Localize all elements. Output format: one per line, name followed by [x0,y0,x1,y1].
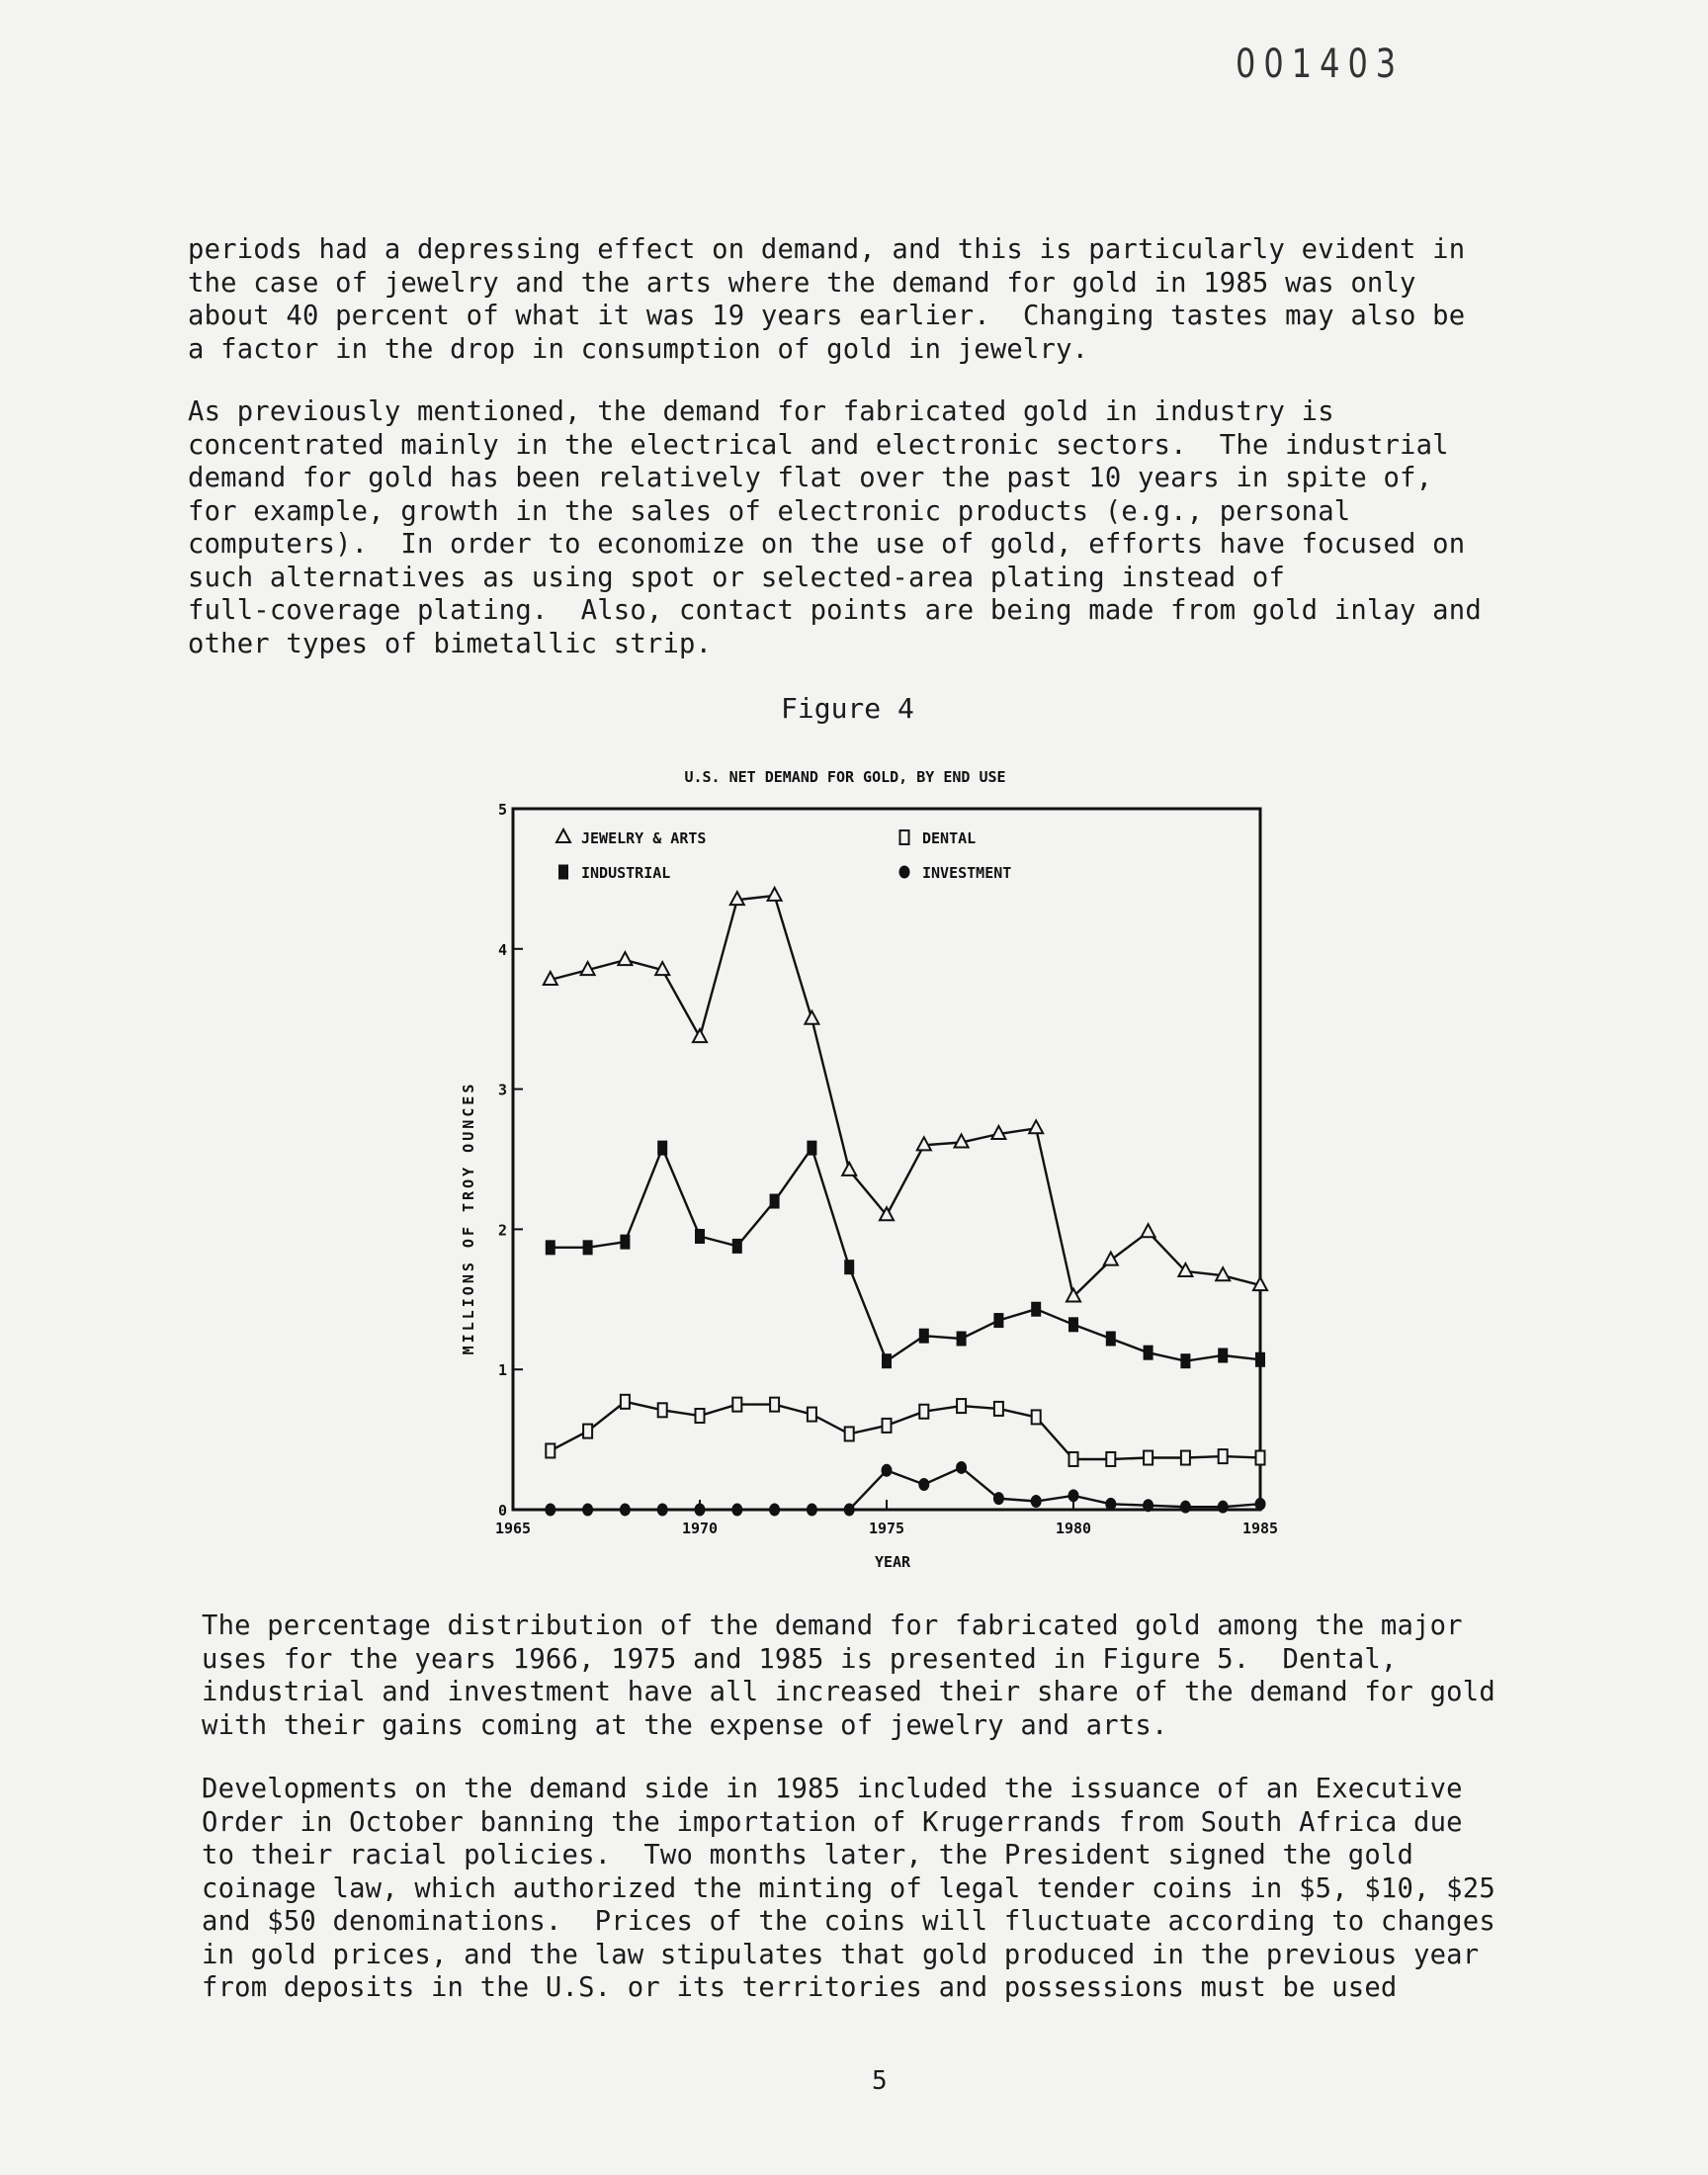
data-point-dental [1181,1451,1190,1465]
data-point-industrial [583,1241,592,1255]
data-point-jewelry-arts [1142,1224,1155,1237]
data-point-jewelry-arts [1104,1253,1118,1265]
y-tick-label: 3 [497,1081,507,1099]
data-point-dental [994,1402,1003,1416]
data-point-industrial [621,1235,630,1249]
data-point-investment [993,1492,1004,1505]
data-point-industrial [1106,1332,1115,1346]
legend-marker [899,866,910,879]
data-point-investment [545,1504,555,1517]
data-point-investment [956,1461,967,1474]
data-point-dental [883,1419,892,1433]
data-point-investment [620,1504,631,1517]
data-point-industrial [1144,1346,1153,1359]
page-number: 5 [872,2066,888,2096]
data-point-industrial [994,1314,1003,1328]
data-point-investment [1031,1495,1042,1508]
demand-line-chart [450,761,1320,1587]
data-point-industrial [770,1194,779,1208]
data-point-investment [731,1504,742,1517]
data-point-investment [1105,1498,1116,1511]
data-point-investment [1255,1498,1266,1511]
data-point-investment [1068,1489,1079,1502]
data-point-investment [807,1504,817,1517]
data-point-industrial [1181,1354,1190,1368]
y-tick-label: 4 [497,940,507,959]
x-tick-label: 1965 [494,1520,532,1537]
series-line-investment [551,1468,1260,1511]
data-point-industrial [845,1261,854,1274]
y-tick-label: 0 [497,1502,507,1520]
x-tick-label: 1970 [681,1520,719,1537]
data-point-dental [808,1408,816,1422]
data-point-investment [918,1478,929,1491]
data-point-investment [844,1504,855,1517]
data-point-industrial [1032,1302,1041,1316]
data-point-industrial [919,1329,928,1343]
chart-title: U.S. NET DEMAND FOR GOLD, BY END USE [684,768,1006,786]
y-axis-label: MILLIONS OF TROY OUNCES [460,1081,477,1355]
data-point-dental [1106,1452,1115,1466]
paragraph-3: The percentage distribution of the demand for fabricated gold among the major uses for the years 1966, 1975 and 1985 is presented in Figure 5. Dental, industrial and investment have all increased their share of the demand for gold with their gains coming at the expense of jewelry and arts. [202,1610,1495,1741]
paragraph-1: periods had a depressing effect on demand, and this is particularly evident in the case of jewelry and the arts where the demand for gold in 1985 was only about 40 percent of what it was 19 years earlier. Changing tastes may also be a factor in the drop in consumption of gold in jewelry. [188,234,1466,365]
data-point-jewelry-arts [693,1029,707,1042]
data-point-dental [1032,1410,1041,1424]
x-tick-label: 1985 [1241,1520,1279,1537]
data-point-industrial [808,1141,816,1155]
data-point-industrial [883,1354,892,1368]
data-point-industrial [957,1332,966,1346]
data-point-dental [732,1398,741,1412]
data-point-jewelry-arts [842,1163,856,1175]
data-point-investment [882,1464,893,1477]
document-number: 001403 [1236,42,1405,87]
paragraph-4: Developments on the demand side in 1985 included the issuance of an Executive Order in October banning the importation of Krugerrands from South Africa due to their racial policies. Two months later, the President signed the gold coinage law, which authorized the minting of legal tender coins in $5, $10, $25 and $50 denominations. Prices of the coins will fluctuate according to changes in gold prices, and the law stipulates that gold produced in the previous year from deposits in the U.S. or its territories and possessions must be used [202,1774,1495,2003]
x-axis-label: YEAR [874,1553,911,1571]
data-point-industrial [1069,1318,1078,1332]
data-point-industrial [546,1241,555,1255]
series-line-dental [551,1402,1260,1459]
figure-caption: Figure 4 [781,692,914,725]
data-point-dental [621,1395,630,1409]
data-point-jewelry-arts [805,1011,818,1024]
legend-marker [559,865,568,879]
data-point-industrial [696,1229,705,1243]
legend-label: DENTAL [922,829,977,847]
data-point-industrial [1256,1352,1265,1366]
data-point-investment [1143,1499,1153,1512]
data-point-investment [657,1504,668,1517]
data-point-industrial [658,1141,667,1155]
x-tick-label: 1980 [1055,1520,1092,1537]
data-point-dental [957,1399,966,1413]
data-point-investment [1218,1501,1229,1514]
data-point-industrial [1219,1348,1228,1362]
data-point-dental [546,1443,555,1457]
x-tick-label: 1975 [868,1520,905,1537]
legend-marker [900,830,909,844]
data-point-dental [770,1398,779,1412]
legend-marker [556,829,570,842]
paragraph-2: As previously mentioned, the demand for fabricated gold in industry is concentrated mainly in the electrical and electronic sectors. The industrial demand for gold has been relatively flat over the past 10 years in spite of, for example, growth in the sales of electronic products (e.g., personal computers). In order to economize on the use of gold, efforts have focused on such alternatives as using spot or selected-area plating instead of full-coverage plating. Also, contact points are being made from gold inlay and other types of bimetallic strip. [188,396,1482,659]
data-point-dental [845,1427,854,1440]
data-point-investment [582,1504,593,1517]
data-point-investment [1180,1501,1191,1514]
data-point-dental [1219,1449,1228,1463]
data-point-dental [1256,1451,1265,1465]
legend-label: JEWELRY & ARTS [581,829,707,847]
legend-label: INDUSTRIAL [581,864,671,882]
data-point-dental [583,1425,592,1438]
data-point-dental [919,1405,928,1419]
legend-label: INVESTMENT [922,864,1012,882]
data-point-jewelry-arts [1029,1120,1043,1133]
data-point-dental [696,1409,705,1423]
y-tick-label: 2 [497,1221,507,1240]
data-point-investment [695,1504,706,1517]
y-tick-label: 5 [497,801,507,819]
data-point-dental [1144,1451,1153,1465]
y-tick-label: 1 [497,1361,507,1380]
data-point-industrial [732,1239,741,1253]
data-point-jewelry-arts [618,952,632,965]
data-point-jewelry-arts [768,888,782,901]
data-point-investment [769,1504,780,1517]
data-point-dental [1069,1452,1078,1466]
data-point-dental [658,1403,667,1417]
